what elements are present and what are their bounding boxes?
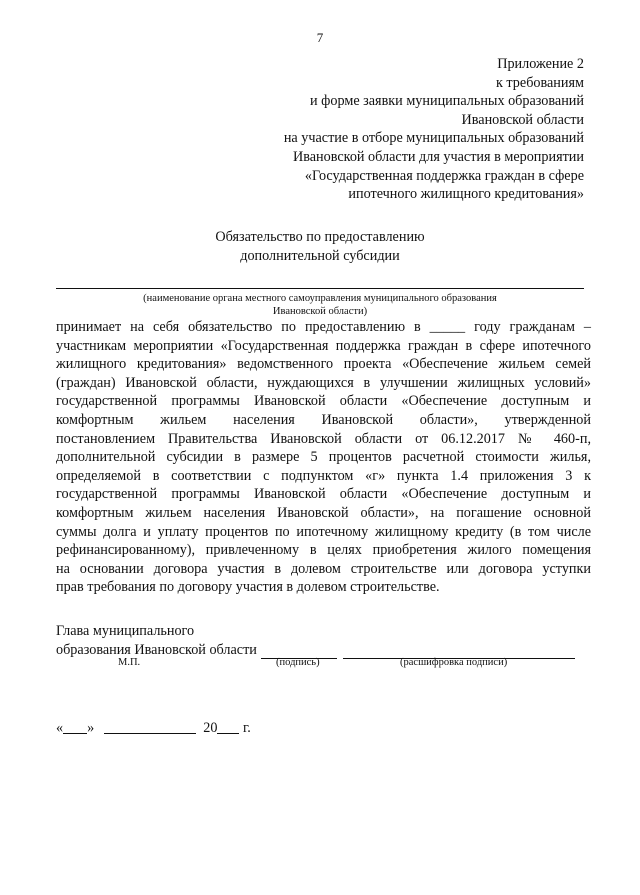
appendix-line: «Государственная поддержка граждан в сфере	[304, 167, 584, 184]
org-caption-line-1: (наименование органа местного самоуправления муниципального образования	[143, 293, 497, 304]
title-line-1: Обязательство по предоставлению	[215, 229, 425, 245]
signature-block	[56, 622, 596, 659]
body-line: комфортным жильем населения Ивановской области», на погашение основной	[56, 504, 591, 521]
body-line: на основании договора участия в долевом строительстве или договора уступки	[56, 560, 591, 577]
body-line: прав требования по договору участия в долевом строительстве.	[56, 579, 440, 596]
organization-name-line	[56, 288, 584, 289]
appendix-line: Ивановской области для участия в мероприятии	[293, 148, 584, 165]
year-suffix: г.	[243, 720, 251, 736]
body-line: дополнительной субсидии в размере 5 процентов расчетной стоимости жилья,	[56, 449, 591, 466]
appendix-line: на участие в отборе муниципальных образований	[283, 130, 584, 147]
appendix-line: и форме заявки муниципальных образований	[310, 93, 584, 110]
body-line: жилищного кредитования» ведомственного проекта «Обеспечение жильем семей	[56, 356, 591, 373]
signature-decoding-caption: (расшифровка подписи)	[400, 657, 508, 668]
body-line: определяемой в соответствии с подпунктом «г» пункта 1.4 приложения 3 к	[56, 467, 591, 484]
signer-title-line-1: Глава муниципального	[56, 623, 195, 639]
body-line: суммы долга и уплату процентов по ипотечному жилищному кредиту (в том числе	[56, 523, 591, 540]
page-number: 7	[316, 30, 324, 45]
appendix-header	[254, 55, 584, 204]
appendix-line: Приложение 2	[497, 56, 584, 72]
appendix-line: Ивановской области	[461, 111, 584, 128]
organization-caption	[100, 292, 540, 318]
body-line: государственной программы Ивановской области «Обеспечение доступным и	[56, 486, 591, 503]
title-line-2: дополнительной субсидии	[240, 247, 400, 264]
month-field[interactable]	[104, 720, 196, 734]
signature-caption: (подпись)	[276, 657, 320, 668]
stamp-label: М.П.	[118, 657, 141, 668]
body-line: (граждан) Ивановской области, нуждающихся в улучшении жилищных условий»	[56, 374, 591, 391]
signature-captions	[56, 657, 596, 671]
document-title	[0, 228, 640, 265]
day-field[interactable]	[63, 720, 87, 734]
body-line: государственной программы Ивановской области «Обеспечение доступным и	[56, 393, 591, 410]
appendix-line: к требованиям	[495, 74, 584, 91]
body-line: комфортным жильем населения Ивановской области», утвержденной	[56, 411, 591, 428]
body-line: участникам мероприятии «Государственная поддержка граждан в сфере ипотечного	[56, 337, 591, 354]
year-field[interactable]	[217, 720, 239, 734]
body-line: рефинансированному), привлеченному в целях приобретения жилого помещения	[56, 542, 591, 559]
year-prefix: 20	[203, 720, 218, 736]
signer-title-line-2: образования Ивановской области	[56, 641, 257, 658]
date-line	[56, 720, 251, 737]
org-caption-line-2: Ивановской области)	[272, 306, 368, 317]
close-quote: »	[87, 720, 95, 736]
body-line: постановлением Правительства Ивановской области от 06.12.2017 № 460-п,	[56, 430, 591, 447]
appendix-line: ипотечного жилищного кредитования»	[348, 186, 584, 203]
open-quote: «	[56, 720, 64, 736]
obligation-text	[56, 318, 591, 597]
body-line: принимает на себя обязательство по предоставлению в _____ году гражданам –	[56, 319, 591, 335]
